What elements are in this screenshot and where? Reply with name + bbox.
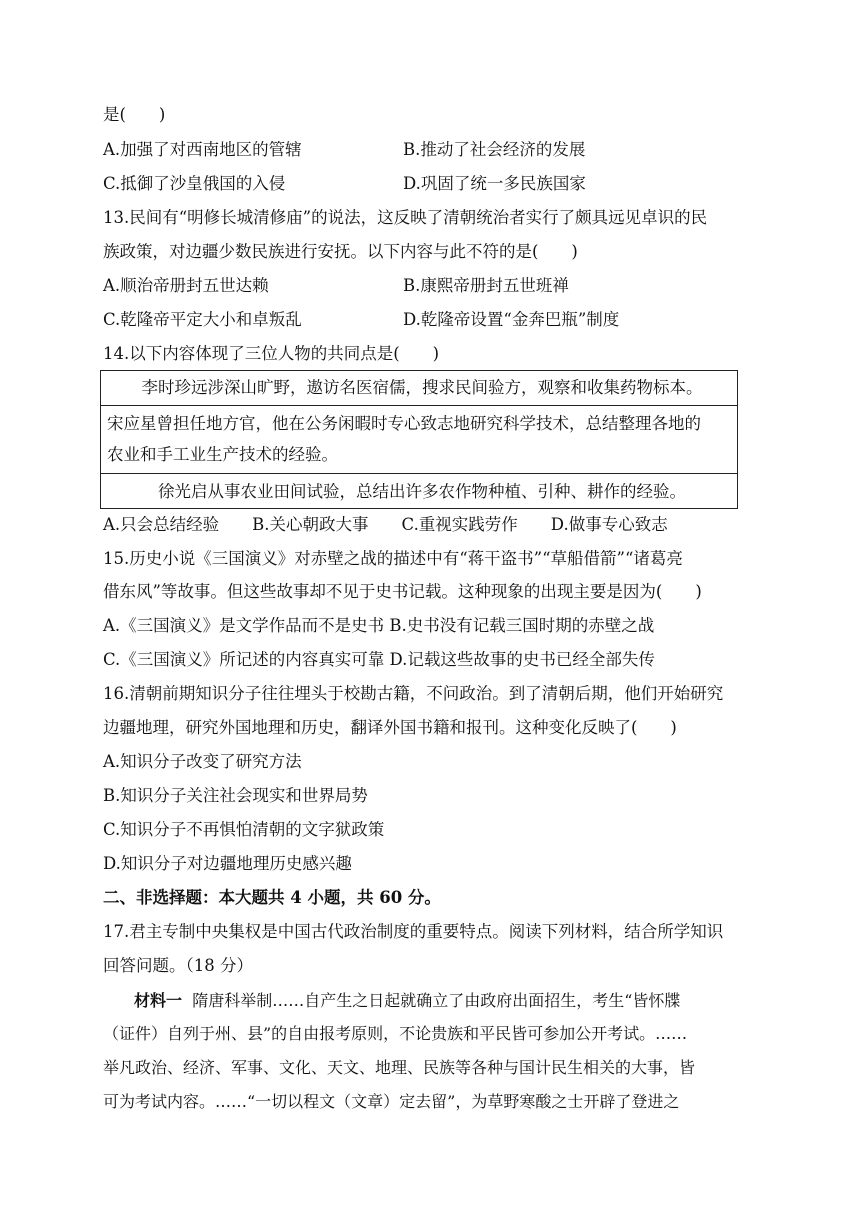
q16-stem-line2: 边疆地理，研究外国地理和历史，翻译外国书籍和报刊。这种变化反映了( ) — [103, 718, 677, 737]
q15-stem-line1: 15.历史小说《三国演义》对赤壁之战的描述中有“蒋干盗书”“草船借箭”“诸葛亮 — [103, 549, 683, 568]
q16-option-c[interactable]: C.知识分子不再惧怕清朝的文字狱政策 — [103, 820, 385, 839]
material-text: 隋唐科举制……自产生之日起就确立了由政府出面招生，考生“皆怀牒 — [192, 991, 681, 1010]
q12-option-b[interactable]: B.推动了社会经济的发展 — [403, 140, 586, 159]
q16-stem-line1: 16.清朝前期知识分子往往埋头于校勘古籍，不问政治。到了清朝后期，他们开始研究 — [103, 684, 724, 703]
q14-row-song-line1: 宋应星曾担任地方官，他在公务闲暇时专心致志地研究科学技术，总结整理各地的 — [107, 414, 701, 434]
q16-option-a[interactable]: A.知识分子改变了研究方法 — [103, 752, 302, 771]
q14-row-li-shizhen: 李时珍远涉深山旷野，遨访名医宿儒，搜求民间验方，观察和收集药物标本。 — [101, 371, 738, 406]
q14-row-song-yingxing — [101, 405, 738, 473]
q15-options-cd[interactable]: C.《三国演义》所记述的内容真实可靠 D.记载这些故事的史书已经全部失传 — [103, 650, 655, 669]
q16-option-b[interactable]: B.知识分子关注社会现实和世界局势 — [103, 786, 368, 805]
q17-material-line3: 举凡政治、经济、军事、文化、天文、地理、民族等各种与国计民生相关的大事，皆 — [103, 1058, 696, 1077]
q13-option-d[interactable]: D.乾隆帝设置“金奔巴瓶”制度 — [403, 310, 620, 329]
q14-material-table — [100, 370, 738, 509]
q14-options[interactable]: A.只会总结经验 B.关心朝政大事 C.重视实践劳作 D.做事专心致志 — [103, 515, 668, 534]
q12-option-d[interactable]: D.巩固了统一多民族国家 — [403, 174, 586, 193]
q13-stem-line2: 族政策，对边疆少数民族进行安抚。以下内容与此不符的是( ) — [103, 242, 578, 261]
q12-option-c[interactable]: C.抵御了沙皇俄国的入侵 — [103, 174, 286, 193]
q14-stem: 14.以下内容体现了三位人物的共同点是( ) — [103, 344, 440, 363]
q14-row-xu-guangqi: 徐光启从事农业田间试验，总结出许多农作物种植、引种、耕作的经验。 — [101, 474, 738, 509]
material-label: 材料一 — [134, 991, 183, 1010]
q17-material-line4: 可为考试内容。……“一切以程文（文章）定去留”，为草野寒酸之士开辟了登进之 — [103, 1092, 680, 1111]
q15-options-ab[interactable]: A.《三国演义》是文学作品而不是史书 B.史书没有记载三国时期的赤壁之战 — [103, 616, 655, 635]
q16-option-d[interactable]: D.知识分子对边疆地理历史感兴趣 — [103, 854, 352, 873]
q15-stem-line2: 借东风”等故事。但这些故事却不见于史书记载。这种现象的出现主要是因为( ) — [103, 582, 702, 601]
q14-row-song-line2: 农业和手工业生产技术的经验。 — [107, 445, 338, 465]
q17-material-line2: （证件）自列于州、县”的自由报考原则，不论贵族和平民皆可参加公开考试。…… — [103, 1024, 688, 1043]
q13-option-c[interactable]: C.乾隆帝平定大小和卓叛乱 — [103, 310, 302, 329]
q13-option-b[interactable]: B.康熙帝册封五世班禅 — [403, 276, 569, 295]
q13-option-a[interactable]: A.顺治帝册封五世达赖 — [103, 276, 269, 295]
q12-stem-tail: 是( ) — [103, 105, 166, 124]
q17-stem-line2: 回答问题。（18 分） — [103, 956, 253, 975]
q12-option-a[interactable]: A.加强了对西南地区的管辖 — [103, 140, 302, 159]
q17-material-line1 — [134, 989, 680, 1013]
section-heading: 二、非选择题：本大题共 4 小题，共 60 分。 — [103, 888, 441, 907]
q13-stem-line1: 13.民间有“明修长城清修庙”的说法，这反映了清朝统治者实行了颇具远见卓识的民 — [103, 208, 708, 227]
q17-stem-line1: 17.君主专制中央集权是中国古代政治制度的重要特点。阅读下列材料，结合所学知识 — [103, 922, 724, 941]
